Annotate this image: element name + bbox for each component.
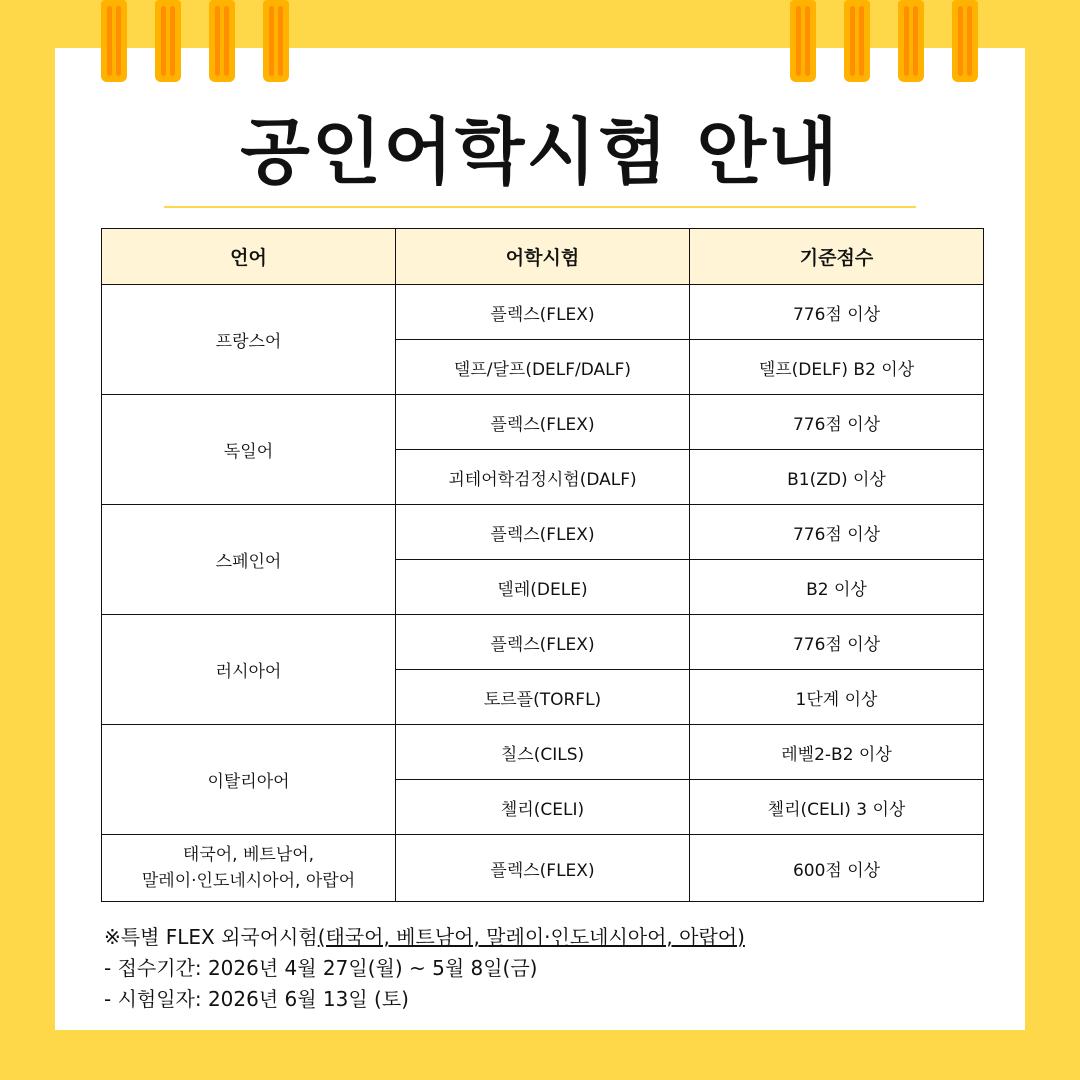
language-cell: 러시아어	[102, 615, 396, 725]
title-divider	[164, 206, 916, 208]
language-line: 태국어, 베트남어,	[182, 845, 315, 865]
exam-cell: 괴테어학검정시험(DALF)	[396, 450, 690, 505]
table-row	[102, 835, 984, 902]
language-line: 말레이·인도네시아어, 아랍어	[141, 871, 356, 891]
binder-ring	[263, 0, 289, 82]
special-exam-languages: (태국어, 베트남어, 말레이·인도네시아어, 아랍어)	[317, 925, 745, 949]
notes-section	[104, 922, 745, 1015]
binder-ring	[844, 0, 870, 82]
exam-score-table	[101, 228, 984, 902]
table-row	[102, 395, 984, 450]
header-language: 언어	[102, 229, 396, 285]
score-cell: 600점 이상	[690, 835, 984, 902]
language-cell	[102, 835, 396, 902]
table-row	[102, 615, 984, 670]
binder-ring	[898, 0, 924, 82]
exam-cell: 플렉스(FLEX)	[396, 395, 690, 450]
exam-cell: 델레(DELE)	[396, 560, 690, 615]
language-cell: 독일어	[102, 395, 396, 505]
score-cell: 레벨2-B2 이상	[690, 725, 984, 780]
exam-cell: 플렉스(FLEX)	[396, 615, 690, 670]
language-cell: 이탈리아어	[102, 725, 396, 835]
exam-cell: 토르플(TORFL)	[396, 670, 690, 725]
special-exam-label: ※특별 FLEX 외국어시험	[104, 925, 318, 949]
binder-ring	[209, 0, 235, 82]
language-cell: 프랑스어	[102, 285, 396, 395]
header-score: 기준점수	[690, 229, 984, 285]
paper-binding-strip	[55, 36, 1025, 48]
special-exam-note	[104, 922, 745, 953]
exam-cell: 칠스(CILS)	[396, 725, 690, 780]
binder-ring	[101, 0, 127, 82]
exam-cell: 플렉스(FLEX)	[396, 285, 690, 340]
score-cell: 776점 이상	[690, 285, 984, 340]
registration-period: - 접수기간: 2026년 4월 27일(월) ~ 5월 8일(금)	[104, 956, 538, 980]
score-cell: 1단계 이상	[690, 670, 984, 725]
table-row	[102, 505, 984, 560]
score-cell: 첼리(CELI) 3 이상	[690, 780, 984, 835]
binder-ring	[952, 0, 978, 82]
exam-cell: 델프/달프(DELF/DALF)	[396, 340, 690, 395]
score-cell: B2 이상	[690, 560, 984, 615]
header-exam: 어학시험	[396, 229, 690, 285]
exam-cell: 플렉스(FLEX)	[396, 505, 690, 560]
table-header-row	[102, 229, 984, 285]
exam-cell: 첼리(CELI)	[396, 780, 690, 835]
exam-date: - 시험일자: 2026년 6월 13일 (토)	[104, 987, 409, 1011]
score-cell: 776점 이상	[690, 505, 984, 560]
binder-ring	[790, 0, 816, 82]
table-row	[102, 285, 984, 340]
score-cell: 델프(DELF) B2 이상	[690, 340, 984, 395]
page-title: 공인어학시험 안내	[240, 110, 840, 194]
binder-ring	[155, 0, 181, 82]
score-cell: 776점 이상	[690, 615, 984, 670]
score-cell: B1(ZD) 이상	[690, 450, 984, 505]
language-cell: 스페인어	[102, 505, 396, 615]
exam-cell: 플렉스(FLEX)	[396, 835, 690, 902]
table-row	[102, 725, 984, 780]
score-cell: 776점 이상	[690, 395, 984, 450]
